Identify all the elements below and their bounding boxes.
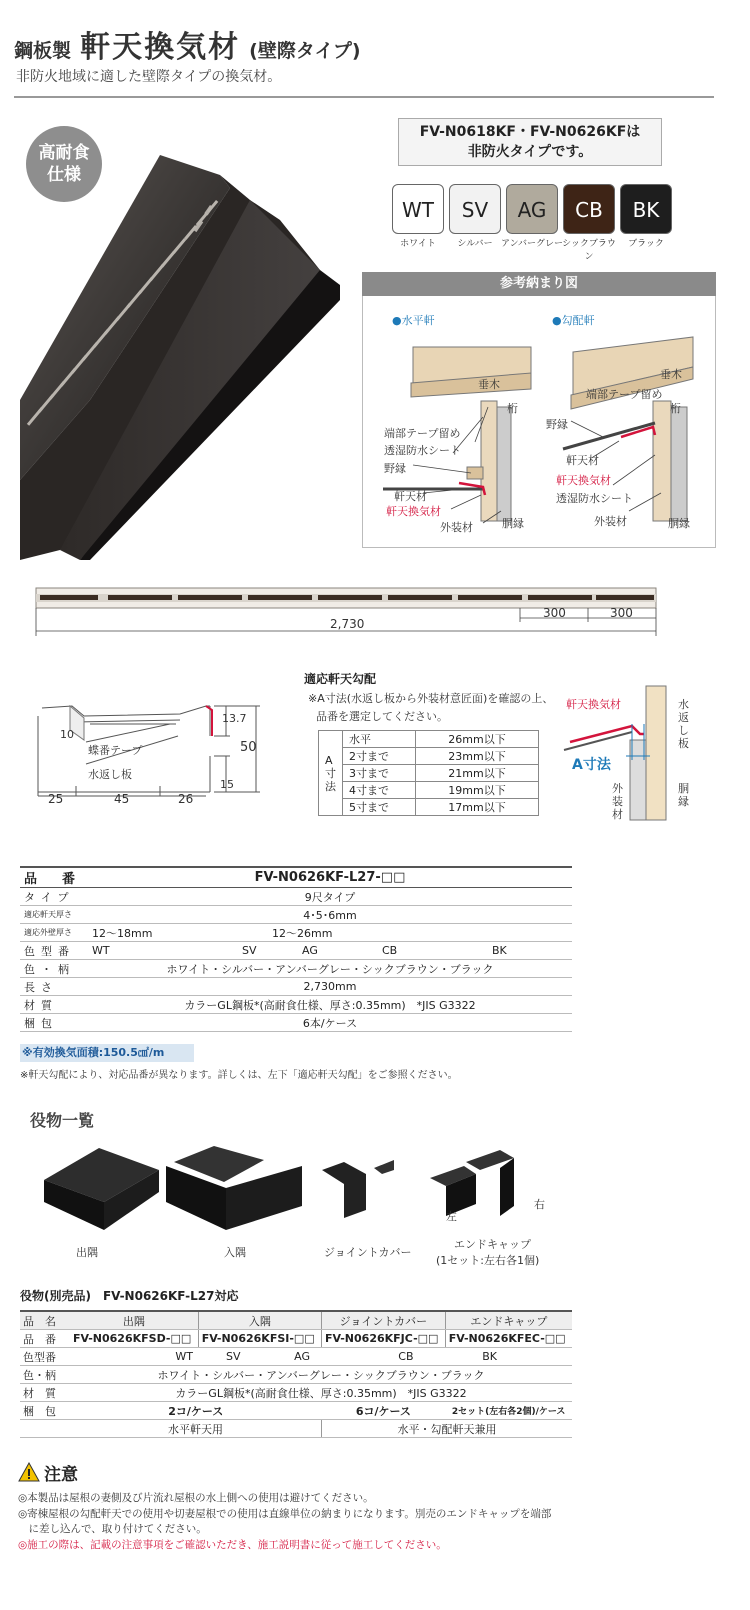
spec-head-key: 品 番 <box>20 867 88 888</box>
dim-26: 26 <box>178 792 194 806</box>
angle-fig-vent: 軒天換気材 <box>566 698 621 711</box>
part-label-irisumi: 入隅 <box>224 1246 246 1259</box>
header-divider <box>14 96 714 98</box>
swatch-label-wt: ホワイト <box>400 239 436 249</box>
swatch-label-sv: シルバー <box>457 239 493 249</box>
ref-right-nokiten: 軒天材 <box>566 454 599 467</box>
acc-color-codes: WT SV AG CB BK <box>70 1348 572 1366</box>
dim-45: 45 <box>114 792 130 806</box>
acc-name-0: 出隅 <box>70 1311 198 1330</box>
dim-50: 50 <box>240 740 257 755</box>
caution-line2: ◎寄棟屋根の勾配軒天での使用や切妻屋根での使用は直線単位の納まりになります。別売のエンドキャップを端部 <box>18 1508 552 1520</box>
warning-icon <box>18 1462 40 1482</box>
effective-area: ※有効換気面積:150.5㎠/m <box>20 1044 194 1062</box>
angle-fig-gaiso: 外装材 <box>612 782 623 821</box>
spec-footnote: ※軒天勾配により、対応品番が異なります。詳しくは、左下「適応軒天勾配」をご参照ください。 <box>20 1070 458 1081</box>
acc-num-0: FV-N0626KFSD-□□ <box>70 1330 198 1348</box>
ref-left-nokiten: 軒天材 <box>394 490 427 503</box>
angle-note1: ※A寸法(水返し板から外装材意匠面)を確認の上、 <box>308 692 554 705</box>
acc-num-3: FV-N0626KFEC-□□ <box>445 1330 572 1348</box>
angle-row: 2寸まで 23mm以下 <box>319 748 539 765</box>
ref-left-dobuchi: 胴縁 <box>502 517 524 530</box>
endcap-left: 左 <box>446 1210 457 1223</box>
ref-right-title: ●勾配軒 <box>552 314 595 327</box>
acc-name-2: ジョイントカバー <box>322 1311 446 1330</box>
acc-num-2: FV-N0626KFJC-□□ <box>322 1330 446 1348</box>
swatch-ag: AG <box>506 184 558 234</box>
acc-pattern-key: 色・柄 <box>20 1366 70 1384</box>
caution-line3: に差し込んで、取り付けてください。 <box>18 1523 207 1535</box>
ref-right-tape: 端部テープ留め <box>586 388 663 401</box>
ref-right-dobuchi: 胴縁 <box>668 517 690 530</box>
dim-seg1: 300 <box>543 606 566 620</box>
acc-num-1: FV-N0626KFSI-□□ <box>198 1330 321 1348</box>
reference-diagram-title: 参考納まり図 <box>362 272 716 296</box>
ref-left-keta: 桁 <box>507 402 518 415</box>
swatch-label-bk: ブラック <box>628 239 664 249</box>
caution-line4: ◎施工の際は、記載の注意事項をご確認いただき、施工説明書に従って施工してください。 <box>18 1539 447 1551</box>
swatch-sv: SV <box>449 184 501 234</box>
accessory-table <box>20 1310 572 1438</box>
ref-left-taruki: 垂木 <box>478 378 500 391</box>
page-title <box>14 22 361 66</box>
ref-right-gaiso: 外装材 <box>594 515 627 528</box>
title-main: 軒天換気材 <box>80 30 241 65</box>
acc-material: カラーGL鋼板*(高耐食仕様、厚さ:0.35mm) *JIS G3322 <box>70 1384 572 1402</box>
caution-line1: ◎本製品は屋根の妻側及び片流れ屋根の水上側への使用は避けてください。 <box>18 1492 374 1504</box>
ref-left-sheet: 透湿防水シート <box>384 444 461 457</box>
length-strip <box>30 584 670 644</box>
acc-num-key: 品 番 <box>20 1330 70 1348</box>
ref-left-vent: 軒天換気材 <box>386 505 441 518</box>
acc-name-key: 品 名 <box>20 1311 70 1330</box>
spec-row: 色型番 WT SV AG CB BK <box>20 942 572 960</box>
angle-row: A寸法 水平 26mm以下 <box>319 731 539 748</box>
ref-right-nobuchi: 野縁 <box>546 418 568 431</box>
dim-10: 10 <box>60 728 74 741</box>
title-prefix: 鋼板製 <box>14 40 72 62</box>
title-suffix: (壁際タイプ) <box>249 40 361 62</box>
acc-pattern: ホワイト・シルバー・アンバーグレー・シックブラウン・ブラック <box>70 1366 572 1384</box>
acc-material-key: 材 質 <box>20 1384 70 1402</box>
spec-row: 適応外壁厚さ 12〜18mm 12〜26mm <box>20 924 572 942</box>
ref-left-gaiso: 外装材 <box>440 521 473 534</box>
angle-row: 4寸まで 19mm以下 <box>319 782 539 799</box>
part-label-joint: ジョイントカバー <box>324 1246 412 1259</box>
acc-name-3: エンドキャップ <box>445 1311 572 1330</box>
spec-row: タイプ 9尺タイプ <box>20 888 572 906</box>
caution-title: 注意 <box>44 1465 78 1485</box>
angle-table <box>318 730 539 816</box>
spec-row: 長さ 2,730mm <box>20 978 572 996</box>
angle-note2: 品番を選定してください。 <box>316 710 448 723</box>
angle-fig-dobuchi: 胴縁 <box>678 782 689 808</box>
label-hinge-tape: 蝶番テープ <box>88 744 143 757</box>
swatch-wt: WT <box>392 184 444 234</box>
dim-15: 15 <box>220 778 234 791</box>
dim-25: 25 <box>48 792 64 806</box>
swatch-label-ag: アンバーグレー <box>501 239 564 249</box>
acc-color-key: 色型番 <box>20 1348 70 1366</box>
spec-row: 材質 カラーGL鋼板*(高耐食仕様、厚さ:0.35mm) *JIS G3322 <box>20 996 572 1014</box>
ref-right-sheet: 透湿防水シート <box>556 492 633 505</box>
spec-row: 適応軒天厚さ 4･5･6mm <box>20 906 572 924</box>
acc-pack-3: 2セット(左右各2個)/ケース <box>445 1402 572 1420</box>
dim-137: 13.7 <box>222 712 247 725</box>
swatch-bk: BK <box>620 184 672 234</box>
swatch-label-cb: シックブラウン <box>562 239 616 262</box>
ref-left-nobuchi: 野縁 <box>384 462 406 475</box>
endcap-label2: (1セット:左右各1個) <box>436 1254 540 1267</box>
endcap-label1: エンドキャップ <box>454 1238 531 1251</box>
endcap-right: 右 <box>534 1198 545 1211</box>
non-fireproof-notice: FV-N0618KF・FV-N0626KFは 非防火タイプです。 <box>398 118 662 166</box>
acc-use-2: 水平・勾配軒天兼用 <box>322 1420 572 1438</box>
angle-side: A寸法 <box>319 731 343 816</box>
spec-row: 梱包 6本/ケース <box>20 1014 572 1032</box>
acc-name-1: 入隅 <box>198 1311 321 1330</box>
spec-row: 色・柄 ホワイト・シルバー・アンバーグレー・シックブラウン・ブラック <box>20 960 572 978</box>
page-subtitle: 非防火地域に適した壁際タイプの換気材。 <box>16 69 282 85</box>
dim-seg2: 300 <box>610 606 633 620</box>
spec-table <box>20 866 572 1032</box>
ref-left-tape: 端部テープ留め <box>384 427 461 440</box>
dim-total: 2,730 <box>330 617 365 631</box>
ref-right-taruki: 垂木 <box>660 368 682 381</box>
acc-use-1: 水平軒天用 <box>70 1420 322 1438</box>
corrosion-badge: 高耐食 仕様 <box>26 126 102 202</box>
product-image <box>20 150 350 560</box>
acc-pack-key: 梱 包 <box>20 1402 70 1420</box>
angle-title: 適応軒天勾配 <box>304 672 377 686</box>
acc-title: 役物(別売品) FV-N0626KF-L27対応 <box>20 1289 239 1303</box>
part-label-deguma: 出隅 <box>76 1246 98 1259</box>
acc-pack-2: 6コ/ケース <box>322 1402 446 1420</box>
label-water-board: 水返し板 <box>88 768 132 781</box>
ref-left-title: ●水平軒 <box>392 314 435 327</box>
angle-row: 3寸まで 21mm以下 <box>319 765 539 782</box>
ref-right-keta: 桁 <box>670 402 681 415</box>
parts-images <box>44 1140 564 1240</box>
angle-fig-board: 水返し板 <box>678 698 689 750</box>
acc-pack-1: 2コ/ケース <box>70 1402 322 1420</box>
parts-title: 役物一覧 <box>30 1111 95 1130</box>
spec-head-value: FV-N0626KF-L27-□□ <box>88 867 572 888</box>
ref-right-vent: 軒天換気材 <box>556 474 611 487</box>
angle-row: 5寸まで 17mm以下 <box>319 799 539 816</box>
angle-fig-a: A寸法 <box>572 757 611 773</box>
swatch-cb: CB <box>563 184 615 234</box>
